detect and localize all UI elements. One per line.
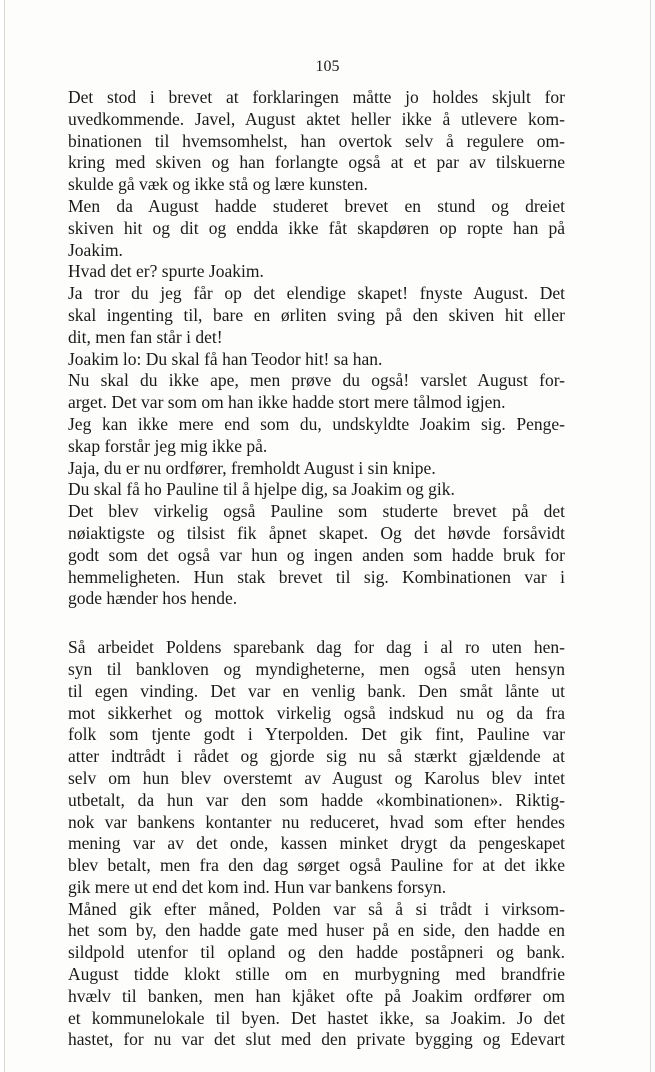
text-line: skap forstår jeg mig ikke på. [68, 435, 268, 456]
text-line: nok var bankens kontanter nu reduceret, hvad som efter hendes [68, 811, 565, 832]
text-line: folk som tjente godt i Yterpolden. Det gik fint, Pauline var [68, 724, 565, 745]
text-line: godt som det også var hun og ingen anden som hadde bruk for [68, 544, 565, 565]
text-line: Det stod i brevet at forklaringen måtte jo holdes skjult for [68, 87, 565, 107]
text-line: Joakim lo: Du skal få han Teodor hit! sa han. [68, 348, 383, 369]
text-line: arget. Det var som om han ikke hadde stort mere tålmod igjen. [68, 392, 506, 413]
text-line: uvedkommende. Javel, August aktet heller ikke å utlevere kom- [68, 108, 565, 129]
page-number: 105 [315, 58, 340, 75]
text-line: Det blev virkelig også Pauline som studerte brevet på det [68, 501, 565, 522]
text-line: Så arbeidet Poldens sparebank dag for dag i al ro uten hen- [68, 637, 565, 658]
text-line: syn til bankloven og myndigheterne, men også uten hensyn [68, 658, 565, 679]
text-line: skal ingenting til, bare en ørliten sving på den skiven hit eller [68, 304, 565, 325]
text-line: Hvad det er? spurte Joakim. [68, 261, 264, 282]
text-line: Jaja, du er nu ordfører, fremholdt August i sin knipe. [68, 457, 436, 478]
text-line: til egen vinding. Det var en venlig bank. Den småt lånte ut [68, 680, 565, 701]
body-text [68, 87, 565, 1051]
text-line: kring med skiven og han forlangte også at et par av tilskuerne [68, 152, 565, 173]
text-line: hemmeligheten. Hun stak brevet til sig. Kombinationen var i [68, 566, 565, 587]
text-line: selv om hun blev overstemt av August og Karolus blev intet [68, 767, 565, 788]
text-line: gik mere ut end det kom ind. Hun var bankens forsyn. [68, 876, 447, 897]
text-line: et kommunelokale til byen. Det hastet ikke, sa Joakim. Jo det [68, 1007, 565, 1028]
book-page [4, 0, 651, 1072]
text-line: het som by, den hadde gate med huser på en side, den hadde en [68, 920, 565, 941]
text-line: hvælv til banken, men han kjåket ofte på Joakim ordfører om [68, 985, 565, 1006]
text-line: sildpold utenfor til opland og den hadde poståpneri og bank. [68, 942, 565, 963]
text-line: hastet, for nu var det slut med den private bygging og Edevart [68, 1029, 565, 1050]
text-line: nøiaktigste og tilsist fik åpnet skapet. Og det høvde forsåvidt [68, 522, 565, 543]
text-line: Du skal få ho Pauline til å hjelpe dig, sa Joakim og gik. [68, 479, 455, 500]
text-line: dit, men fan står i det! [68, 326, 223, 347]
text-line: skiven hit og dit og endda ikke fåt skapdøren op ropte han på [68, 217, 565, 238]
text-line: blev betalt, men fra den dag sørget også Pauline for at det ikke [68, 855, 565, 876]
text-line: Ja tror du jeg får op det elendige skapet! fnyste August. Det [68, 283, 565, 304]
text-line: Men da August hadde studeret brevet en stund og dreiet [68, 195, 565, 216]
text-line: Nu skal du ikke ape, men prøve du også! varslet August for- [68, 370, 565, 391]
text-line: gode hænder hos hende. [68, 588, 238, 609]
text-line: utbetalt, da hun var den som hadde «kombinationen». Riktig- [68, 789, 565, 810]
text-line: Joakim. [68, 239, 123, 260]
text-line: mot sikkerhet og mottok virkelig også indskud nu og da fra [68, 702, 565, 723]
text-line: Måned gik efter måned, Polden var så å si trådt i virksom- [68, 898, 565, 919]
text-line: mening var av det onde, kassen minket drygt da pengeskapet [68, 833, 565, 854]
text-line: Jeg kan ikke mere end som du, undskyldte Joakim sig. Penge- [68, 413, 565, 434]
text-line: atter indtrådt i rådet og gjorde sig nu så stærkt gjældende at [68, 746, 565, 767]
section-break [68, 610, 565, 637]
text-line: binationen til hvemsomhelst, han overtok selv å regulere om- [68, 130, 565, 151]
text-line: skulde gå væk og ikke stå og lære kunsten. [68, 174, 368, 195]
text-line: August tidde klokt stille om en murbygning med brandfrie [68, 964, 565, 985]
